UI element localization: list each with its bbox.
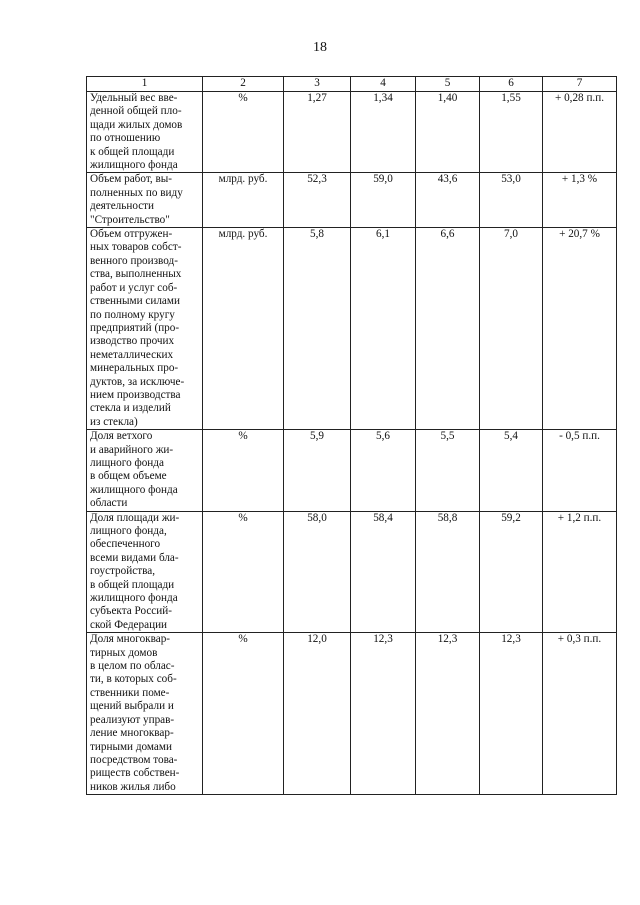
indicator-name-line: жилищного фонда	[90, 159, 178, 172]
indicator-name	[87, 228, 203, 430]
indicator-name-line: в целом по облас-	[90, 660, 175, 673]
value-cell: 5,4	[480, 430, 543, 511]
indicator-name	[87, 633, 203, 795]
value-cell: 6,1	[351, 228, 416, 430]
table-row	[87, 430, 617, 511]
table-row	[87, 228, 617, 430]
indicator-name-line: гоустройства,	[90, 565, 155, 578]
indicator-name	[87, 173, 203, 228]
indicator-name-line: работ и услуг соб-	[90, 281, 178, 294]
change-cell: + 1,2 п.п.	[543, 511, 617, 633]
value-cell: 1,34	[351, 92, 416, 173]
indicator-name-line: из стекла)	[90, 415, 138, 428]
indicator-name-line: полненных по виду	[90, 186, 183, 199]
value-cell: 12,0	[284, 633, 351, 795]
value-cell: 5,8	[284, 228, 351, 430]
column-number: 7	[543, 77, 617, 92]
indicator-name-line: обеспеченного	[90, 538, 161, 551]
indicator-name-line: по полному кругу	[90, 308, 175, 321]
indicator-name-line: неметаллических	[90, 348, 174, 361]
value-cell: 59,2	[480, 511, 543, 633]
indicator-name-line: дуктов, за исключе-	[90, 375, 185, 388]
indicator-name-line: всеми видами бла-	[90, 551, 179, 564]
table-row	[87, 173, 617, 228]
column-number: 3	[284, 77, 351, 92]
column-number-row	[87, 77, 617, 92]
table-row	[87, 633, 617, 795]
indicator-name-line: стекла и изделий	[90, 402, 171, 415]
value-cell: 43,6	[416, 173, 480, 228]
indicator-name-line: нием производства	[90, 388, 181, 401]
indicator-name-line: тирными домами	[90, 740, 172, 753]
value-cell: 58,8	[416, 511, 480, 633]
indicator-name-line: минеральных про-	[90, 362, 179, 375]
value-cell: 58,4	[351, 511, 416, 633]
indicator-name-line: риществ собствен-	[90, 767, 180, 780]
indicator-name-line: области	[90, 497, 128, 510]
unit-cell: млрд. руб.	[203, 228, 284, 430]
value-cell: 52,3	[284, 173, 351, 228]
indicators-table	[86, 76, 617, 795]
change-cell: + 1,3 %	[543, 173, 617, 228]
indicator-name-line: венного производ-	[90, 254, 178, 267]
value-cell: 53,0	[480, 173, 543, 228]
indicator-name-line: ных товаров собст-	[90, 241, 182, 254]
table-row	[87, 92, 617, 173]
value-cell: 1,27	[284, 92, 351, 173]
indicator-name-line: изводство прочих	[90, 335, 175, 348]
value-cell: 59,0	[351, 173, 416, 228]
table-row	[87, 511, 617, 633]
indicator-name-line: Доля площади жи-	[90, 511, 180, 524]
indicator-name-line: в общем объеме	[90, 470, 167, 483]
column-number: 5	[416, 77, 480, 92]
value-cell: 5,9	[284, 430, 351, 511]
indicator-name-line: ников жилья либо	[90, 780, 176, 793]
indicator-name-line: ственники поме-	[90, 686, 170, 699]
indicator-name	[87, 430, 203, 511]
value-cell: 58,0	[284, 511, 351, 633]
indicator-name-line: "Строительство"	[90, 213, 170, 226]
unit-cell: %	[203, 633, 284, 795]
column-number: 4	[351, 77, 416, 92]
indicator-name-line: Доля ветхого	[90, 430, 153, 443]
indicator-name-line: посредством това-	[90, 753, 178, 766]
value-cell: 7,0	[480, 228, 543, 430]
unit-cell: %	[203, 430, 284, 511]
indicator-name-line: реализуют управ-	[90, 713, 175, 726]
indicator-name	[87, 92, 203, 173]
unit-cell: млрд. руб.	[203, 173, 284, 228]
indicator-name-line: по отношению	[90, 132, 161, 145]
value-cell: 5,6	[351, 430, 416, 511]
value-cell: 5,5	[416, 430, 480, 511]
indicator-name-line: ства, выполненных	[90, 268, 182, 281]
value-cell: 12,3	[416, 633, 480, 795]
indicator-name-line: Удельный вес вве-	[90, 92, 178, 104]
value-cell: 6,6	[416, 228, 480, 430]
indicator-name-line: субъекта Россий-	[90, 605, 172, 618]
indicator-name-line: ти, в которых соб-	[90, 673, 177, 686]
change-cell: + 0,3 п.п.	[543, 633, 617, 795]
indicator-name-line: Объем работ, вы-	[90, 173, 172, 186]
value-cell: 1,55	[480, 92, 543, 173]
change-cell: + 0,28 п.п.	[543, 92, 617, 173]
change-cell: - 0,5 п.п.	[543, 430, 617, 511]
indicator-name-line: тирных домов	[90, 646, 158, 659]
indicator-name-line: Доля многоквар-	[90, 633, 171, 646]
indicator-name-line: щади жилых домов	[90, 118, 183, 131]
indicator-name-line: лищного фонда	[90, 456, 164, 469]
indicator-name-line: ственными силами	[90, 295, 180, 308]
indicator-name-line: к общей площади	[90, 145, 175, 158]
indicator-name-line: ление многоквар-	[90, 727, 174, 740]
indicator-name-line: и аварийного жи-	[90, 443, 174, 456]
column-number: 6	[480, 77, 543, 92]
indicator-name-line: деятельности	[90, 200, 155, 213]
indicator-name-line: жилищного фонда	[90, 483, 178, 496]
indicator-name-line: ской Федерации	[90, 618, 168, 631]
value-cell: 12,3	[351, 633, 416, 795]
indicator-name-line: Объем отгружен-	[90, 228, 173, 241]
value-cell: 12,3	[480, 633, 543, 795]
indicator-name-line: денной общей пло-	[90, 105, 182, 118]
unit-cell: %	[203, 511, 284, 633]
indicator-name	[87, 511, 203, 633]
value-cell: 1,40	[416, 92, 480, 173]
indicator-name-line: лищного фонда,	[90, 525, 167, 537]
indicator-name-line: жилищного фонда	[90, 592, 178, 605]
unit-cell: %	[203, 92, 284, 173]
column-number: 1	[87, 77, 203, 92]
column-number: 2	[203, 77, 284, 92]
indicator-name-line: в общей площади	[90, 578, 175, 591]
change-cell: + 20,7 %	[543, 228, 617, 430]
indicator-name-line: предприятий (про-	[90, 321, 180, 334]
indicator-name-line: щений выбрали и	[90, 700, 174, 713]
page-number: 18	[313, 40, 327, 55]
